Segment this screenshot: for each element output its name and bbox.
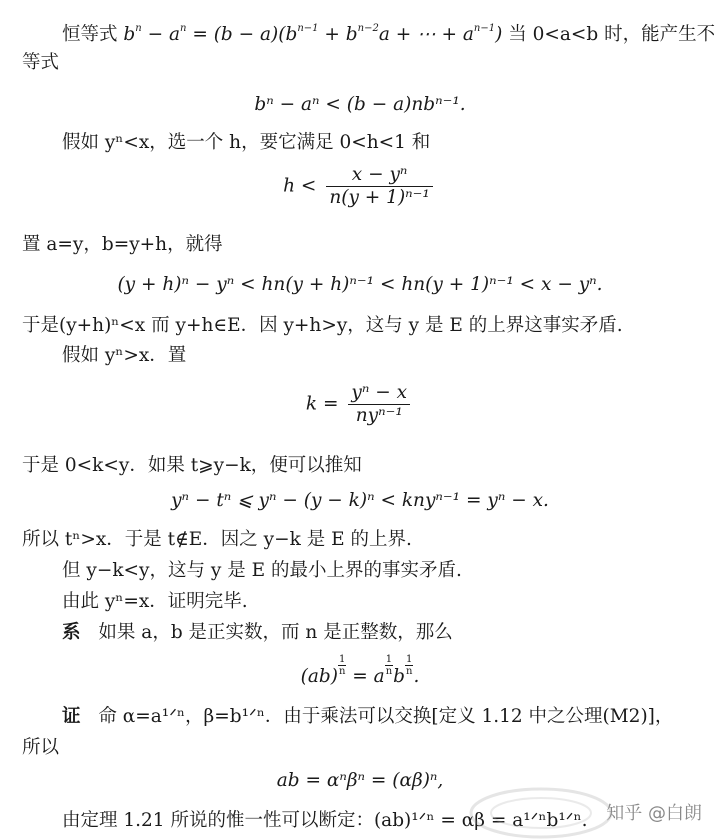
formula-h-fraction [326, 164, 433, 209]
inequality-chain-1: (y + h)ⁿ − yⁿ < hn(y + h)ⁿ⁻¹ < hn(y + 1)ⁿ⁻¹ < x − yⁿ. [117, 274, 603, 295]
line-8: 于是(y+h)ⁿ<x 而 y+h∈E．因 y+h>y，这与 y 是 E 的上界这事实矛盾. [22, 315, 623, 336]
line-13: 所以 tⁿ>x．于是 t∉E．因之 y−k 是 E 的上界. [22, 529, 412, 550]
formula-h-numerator: x − yⁿ [326, 164, 433, 187]
inequality-chain-2: yⁿ − tⁿ ⩽ yⁿ − (y − k)ⁿ < knyⁿ⁻¹ = yⁿ − x. [171, 490, 549, 511]
corollary-text: 如果 a，b 是正实数，而 n 是正整数，那么 [98, 622, 453, 643]
line-15: 由此 yⁿ=x．证明完毕. [62, 591, 248, 612]
watermark-logo [466, 779, 616, 839]
line-9: 假如 yⁿ>x．置 [62, 345, 187, 366]
corollary [62, 620, 453, 646]
formula-k-denominator: nyⁿ⁻¹ [355, 405, 403, 426]
identity-formula: $b^n - a^n = (b - a)(b^{n-1} + b^{n-2}a$ + ⋯ + $a^{n-1}$) [123, 23, 503, 45]
formula-k-numerator: yⁿ − x [348, 382, 410, 405]
formula-k-lhs: k = [305, 393, 339, 415]
proof-text: 命 α=a¹ᐟⁿ，β=b¹ᐟⁿ．由于乘法可以交换[定义 1.12 中之公理(M2)]， [98, 706, 674, 727]
line-11: 于是 0<k<y．如果 t⩾y−k，便可以推知 [22, 455, 362, 476]
proof [62, 704, 673, 730]
line-1-text: 当 0<a<b 时，能产生不 [508, 24, 716, 45]
line-1-prefix: 恒等式 [62, 24, 124, 45]
corollary-label: 系 [62, 622, 81, 643]
line-4: 假如 yⁿ<x，选一个 h，要它满足 0<h<1 和 [62, 132, 431, 153]
corollary-formula: (ab) $\frac{1}{n}$ = a $\frac{1}{n}$ b $\frac{1}{n}$ . [300, 654, 420, 687]
formula-k [0, 382, 720, 427]
line-2: 等式 [22, 52, 60, 73]
line-14: 但 y−k<y，这与 y 是 E 的最小上界的事实矛盾. [62, 560, 462, 581]
line-1 [62, 22, 715, 48]
watermark-text: 知乎 @白朗 [606, 803, 702, 824]
formula-k-fraction [348, 382, 410, 427]
line-21: 由定理 1.21 所说的惟一性可以断定：(ab)¹ᐟⁿ = αβ = a¹ᐟⁿb¹ᐟⁿ. [62, 810, 588, 831]
line-6: 置 a=y，b=y+h，就得 [22, 234, 223, 255]
proof-label: 证 [62, 706, 81, 727]
formula-h [0, 164, 720, 209]
product-formula: ab = αⁿβⁿ = (αβ)ⁿ, [276, 770, 444, 791]
inequality-1: bⁿ − aⁿ < (b − a)nbⁿ⁻¹. [254, 94, 466, 115]
formula-h-lhs: h < [283, 175, 317, 197]
line-19: 所以 [22, 737, 60, 758]
formula-h-denominator: n(y + 1)ⁿ⁻¹ [329, 187, 430, 208]
